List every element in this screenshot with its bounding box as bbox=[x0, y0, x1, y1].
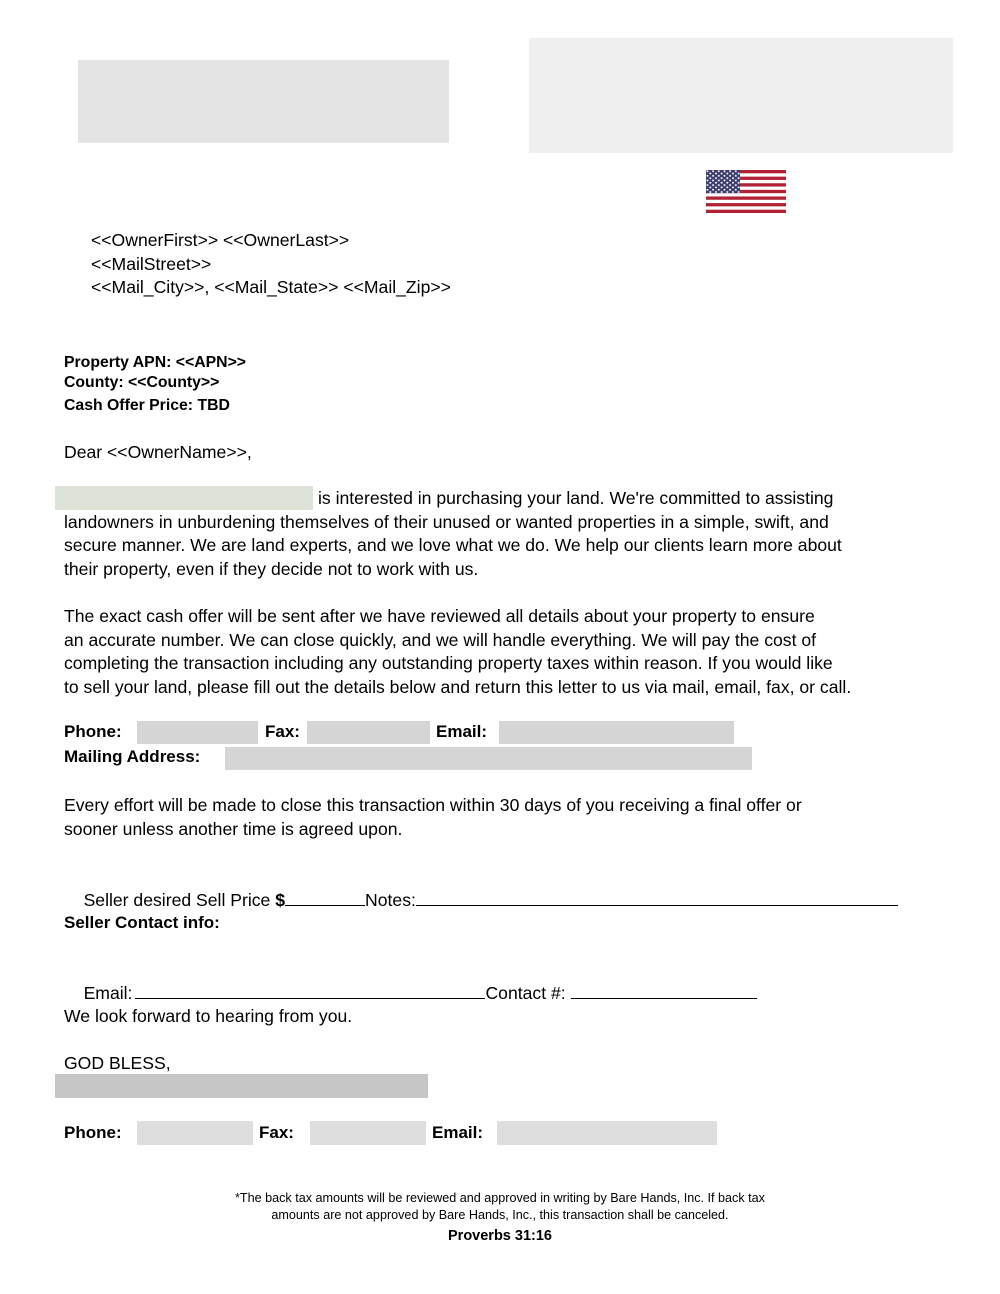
dollar-sign: $ bbox=[275, 889, 286, 910]
seller-email-label: Email: bbox=[83, 982, 133, 1003]
notes-label: Notes: bbox=[365, 889, 416, 910]
property-info-block bbox=[64, 353, 246, 416]
redacted-footer-fax bbox=[310, 1121, 426, 1145]
paragraph-line: secure manner. We are land experts, and we love what we do. We help our clients learn more about bbox=[64, 535, 842, 555]
redacted-mailing-address bbox=[225, 747, 752, 770]
paragraph-line: The exact cash offer will be sent after we have reviewed all details about your property to ensure bbox=[64, 606, 815, 626]
notes-blank-field[interactable] bbox=[416, 888, 898, 906]
redacted-signature bbox=[55, 1074, 428, 1098]
paragraph-line: landowners in unburdening themselves of their unused or wanted properties in a simple, swift, and bbox=[64, 511, 829, 532]
redacted-fax-number bbox=[307, 721, 430, 744]
footer-email-label: Email: bbox=[432, 1123, 484, 1142]
sender-contact-row bbox=[0, 721, 1000, 745]
redacted-return-address-block bbox=[529, 38, 953, 153]
paragraph-line: completing the transaction including any outstanding property taxes within reason. If you would like bbox=[64, 653, 833, 673]
recipient-street-line: <<MailStreet>> bbox=[91, 253, 212, 274]
contact-number-blank-field[interactable] bbox=[571, 981, 757, 999]
fax-label: Fax: bbox=[265, 722, 300, 741]
email-label: Email: bbox=[436, 722, 488, 741]
god-bless-line: GOD BLESS, bbox=[64, 1053, 171, 1073]
seller-contact-heading: Seller Contact info: bbox=[64, 913, 220, 932]
paragraph-line: sooner unless another time is agreed upon. bbox=[64, 818, 403, 839]
paragraph-line: their property, even if they decide not to work with us. bbox=[64, 558, 479, 579]
paragraph-intro bbox=[64, 487, 842, 581]
look-forward-line: We look forward to hearing from you. bbox=[64, 1006, 353, 1026]
paragraph-line: Every effort will be made to close this transaction within 30 days of you receiving a final offer or bbox=[64, 795, 802, 815]
property-apn-line: Property APN: <<APN>> bbox=[64, 354, 247, 371]
property-county-line: County: <<County>> bbox=[64, 374, 220, 391]
recipient-name-line: <<OwnerFirst>> <<OwnerLast>> bbox=[91, 230, 350, 250]
redacted-email-address bbox=[499, 721, 734, 744]
footnote-line: *The back tax amounts will be reviewed and approved in writing by Bare Hands, Inc. If back tax bbox=[235, 1191, 765, 1205]
redacted-sender-logo bbox=[78, 60, 449, 143]
redacted-footer-phone bbox=[137, 1121, 253, 1145]
recipient-address-block bbox=[91, 229, 451, 300]
mailing-address-row bbox=[0, 746, 1000, 770]
mailing-address-label: Mailing Address: bbox=[64, 747, 201, 766]
paragraph-line: an accurate number. We can close quickly, and we will handle everything. We will pay the cost of bbox=[64, 629, 817, 650]
sell-price-label: Seller desired Sell Price bbox=[83, 889, 276, 910]
cash-offer-price-line: Cash Offer Price: TBD bbox=[64, 397, 230, 414]
phone-label: Phone: bbox=[64, 722, 122, 741]
bible-verse: Proverbs 31:16 bbox=[448, 1228, 552, 1244]
contact-number-label: Contact #: bbox=[485, 982, 571, 1003]
sell-price-blank-field[interactable] bbox=[285, 888, 365, 906]
redacted-footer-email bbox=[497, 1121, 717, 1145]
redacted-phone-number bbox=[137, 721, 258, 744]
paragraph-line: is interested in purchasing your land. We're committed to assisting bbox=[318, 488, 834, 508]
paragraph-line: to sell your land, please fill out the details below and return this letter to us via mail, email, fax, or call. bbox=[64, 676, 852, 697]
seller-email-blank-field[interactable] bbox=[135, 981, 485, 999]
recipient-city-state-zip-line: <<Mail_City>>, <<Mail_State>> <<Mail_Zip>> bbox=[91, 277, 451, 297]
footer-fax-label: Fax: bbox=[259, 1123, 294, 1142]
us-flag-icon bbox=[706, 170, 786, 213]
footnote-line: amounts are not approved by Bare Hands, Inc., this transaction shall be canceled. bbox=[271, 1207, 729, 1222]
paragraph-offer-details bbox=[64, 605, 851, 699]
back-tax-footnote bbox=[0, 1190, 1000, 1223]
footer-contact-row bbox=[0, 1121, 1000, 1146]
footer-phone-label: Phone: bbox=[64, 1123, 122, 1142]
salutation: Dear <<OwnerName>>, bbox=[64, 442, 252, 462]
paragraph-closing-terms bbox=[64, 794, 802, 841]
